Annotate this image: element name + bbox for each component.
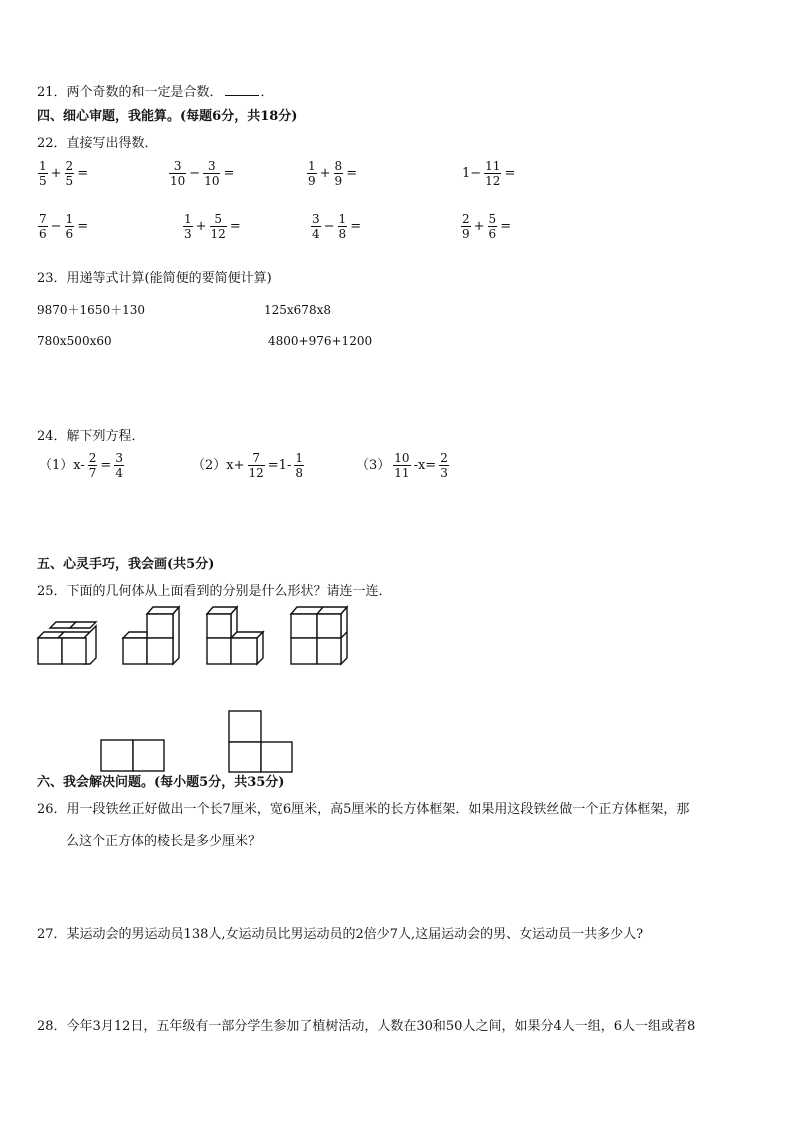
solid-figure-2[interactable] [121, 604, 185, 668]
square [133, 740, 164, 771]
q24-eq1-label: （1）x- [39, 458, 85, 473]
fraction: $\frac{3}{10}$ [204, 159, 220, 188]
section-5-title: 五、心灵手巧，我会画(共5分) [37, 557, 215, 572]
operator: − [323, 219, 335, 234]
q22-expression [168, 160, 236, 187]
equals-sign: = [346, 166, 358, 181]
solid-figure-1[interactable] [36, 620, 100, 668]
q24-title: 24．解下列方程． [37, 429, 145, 444]
q23-expr-1: 9870＋1650＋130 [37, 303, 145, 317]
operator: + [473, 219, 485, 234]
fraction: $\frac{5}{6}$ [488, 212, 497, 241]
cube-front-face [317, 614, 341, 638]
q24-equation-2: （2）x+ $\frac{7}{12}$ =1- $\frac{1}{8}$ [192, 451, 303, 480]
fraction: $\frac{11}{12}$ [485, 159, 501, 188]
fraction: $\frac{1}{9}$ [308, 159, 316, 188]
equals-sign: = [504, 166, 516, 181]
fraction: $\frac{7}{12}$ [248, 451, 264, 480]
fraction: $\frac{2}{7}$ [88, 451, 97, 480]
operator: − [50, 219, 62, 234]
fraction: $\frac{10}{11}$ [394, 451, 410, 480]
section-4-title: 四、细心审题，我能算。(每题6分，共18分) [37, 109, 298, 124]
q22-expression [460, 213, 513, 240]
square [229, 742, 261, 772]
fraction: $\frac{2}{3}$ [440, 451, 448, 480]
fraction: $\frac{7}{6}$ [39, 212, 47, 241]
equals-sign: = [500, 219, 512, 234]
fraction: $\frac{5}{12}$ [210, 212, 226, 241]
cube-front-face [317, 638, 341, 664]
cube-front-face [231, 638, 257, 664]
q25-title: 25．下面的几何体从上面看到的分别是什么形状？请连一连． [37, 584, 392, 599]
cube-front-face [291, 638, 317, 664]
q22-expression [37, 213, 90, 240]
q24-eq3-label: （3） [356, 458, 391, 473]
top-view-2[interactable] [228, 710, 294, 774]
fraction: $\frac{1}{3}$ [184, 212, 192, 241]
cube-front-face [123, 638, 147, 664]
cube-front-face [147, 614, 173, 638]
q23-expr-2: 125x678x8 [264, 303, 331, 317]
q21-tail: ． [260, 85, 274, 100]
q26-line-2: 么这个正方体的棱长是多少厘米？ [66, 834, 262, 849]
fraction: $\frac{1}{5}$ [39, 159, 47, 188]
cube-side-face [257, 632, 263, 664]
solid-figure-4[interactable] [289, 604, 353, 668]
q22-expression [306, 160, 359, 187]
q23-expr-4: 4800+976+1200 [268, 334, 373, 348]
q24-eq2-label: （2）x+ [192, 458, 245, 473]
fraction: $\frac{3}{10}$ [170, 159, 186, 188]
q22-expression [460, 160, 517, 187]
cube-front-face [147, 638, 173, 664]
q21-line [37, 84, 274, 99]
cube-top-face [291, 607, 347, 614]
fraction: $\frac{1}{8}$ [338, 212, 347, 241]
cube-top-face [123, 632, 147, 638]
fraction: $\frac{2}{5}$ [65, 159, 74, 188]
cube-front-face [62, 638, 86, 664]
solid-figure-3[interactable] [205, 604, 269, 668]
q23-expr-3: 780x500x60 [37, 334, 112, 348]
q28-text: 28．今年3月12日，五年级有一部分学生参加了植树活动，人数在30和50人之间，如果分4人一组，6人一组或者8 [37, 1019, 696, 1034]
operator: − [189, 166, 201, 181]
q22-expression [310, 213, 363, 240]
q24-equation-3: （3） $\frac{10}{11}$ -x= $\frac{2}{3}$ [356, 451, 448, 480]
q26-line-1: 26．用一段铁丝正好做出一个长7厘米，宽6厘米，高5厘米的长方体框架．如果用这段铁丝做一个正方体框架，那 [37, 802, 690, 817]
q21-answer-blank[interactable] [225, 84, 259, 96]
cube-front-face [207, 614, 231, 638]
square [261, 742, 292, 772]
cube-front-face [207, 638, 231, 664]
q22-expression [37, 160, 90, 187]
operator: + [319, 166, 331, 181]
q24-equation-1: （1）x- $\frac{2}{7}$ = $\frac{3}{4}$ [39, 451, 123, 480]
q22-title: 22．直接写出得数． [37, 136, 158, 151]
operator: + [195, 219, 207, 234]
q22-expression [182, 213, 243, 240]
section-6-title: 六、我会解决问题。(每小题5分，共35分) [37, 775, 285, 790]
cube-side-face [173, 607, 179, 664]
equals-sign: = [77, 219, 89, 234]
fraction: $\frac{1}{6}$ [65, 212, 74, 241]
fraction: $\frac{8}{9}$ [334, 159, 343, 188]
fraction: $\frac{2}{9}$ [462, 212, 470, 241]
top-view-1[interactable] [100, 739, 166, 773]
cube-front-face [38, 638, 62, 664]
q21-text: 21．两个奇数的和一定是合数． [37, 85, 223, 100]
q23-title: 23．用递等式计算(能简便的要简便计算) [37, 271, 272, 286]
whole-number: 1− [462, 166, 482, 181]
q27-text: 27．某运动会的男运动员138人,女运动员比男运动员的2倍少7人,这届运动会的男、女运动员一共多少人? [37, 927, 644, 942]
fraction: $\frac{3}{4}$ [312, 212, 320, 241]
equals-sign: = [77, 166, 89, 181]
equals-sign: = [223, 166, 235, 181]
fraction: $\frac{1}{8}$ [295, 451, 303, 480]
cube-front-face [291, 614, 317, 638]
equals-sign: = [229, 219, 241, 234]
operator: + [50, 166, 62, 181]
square [101, 740, 133, 771]
fraction: $\frac{3}{4}$ [115, 451, 123, 480]
equals-sign: = [350, 219, 362, 234]
square [229, 711, 261, 742]
